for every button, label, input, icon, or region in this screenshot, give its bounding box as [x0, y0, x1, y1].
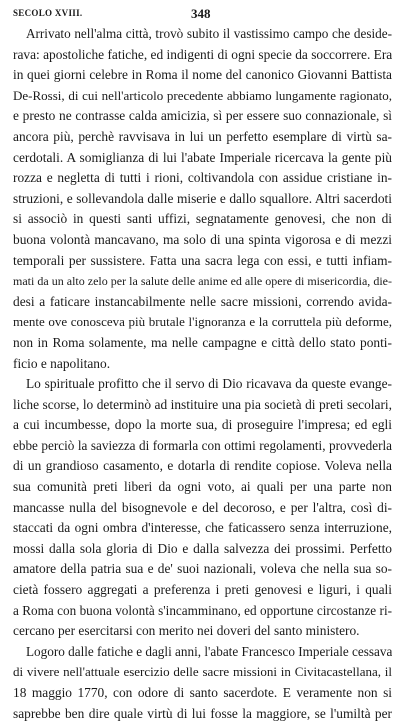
text-line: ficio e napolitano.	[13, 355, 111, 371]
text-line: De-Rossi, di cui nell'articolo precedente abbiamo lungamente ragionato,	[13, 87, 392, 103]
text-line: saprebbe ben dire quale virtù di lui fosse la maggiore, se l'umiltà per	[13, 705, 392, 721]
text-line: mati da un alto zelo per la salute delle anime ed alle opere di misericordia, die-	[13, 274, 392, 289]
text-line: rozza e negletta di tutti i rioni, coltivandola con assidue cristiane in-	[13, 170, 392, 186]
text-line: desi a faticare instancabilmente nelle sacre missioni, correndo avida-	[13, 293, 392, 309]
text-line: Lo spirituale profitto che il servo di Dio ricavava da queste evange-	[26, 376, 392, 392]
running-head: SECOLO XVIII.	[13, 8, 83, 18]
text-line: mossi dalla sola gloria di Dio e dalla salvezza dei prossimi. Perfetto	[13, 540, 392, 556]
text-line: mancasse nulla del bisognevole e del decoroso, e per l'altra, così di-	[13, 499, 392, 515]
text-body	[13, 24, 392, 724]
text-line: cietà fossero aggregati a preferenza i preti genovesi e liguri, i quali	[13, 582, 392, 598]
text-line: rava: apostoliche fatiche, ed indigenti di ogni specie da soccorrere. Era	[13, 46, 392, 62]
text-line: mente ove conosceva più brutale l'ignoranza e la corruttela più deforme,	[13, 314, 392, 330]
text-line: Arrivato nell'alma città, trovò subito il vastissimo campo che deside-	[26, 26, 392, 41]
paragraph	[13, 24, 392, 374]
text-line: ebbe perciò la saviezza di formarla con ottimi regolamenti, provvederla	[13, 437, 392, 453]
text-line: buona volontà mancavano, ma solo di una spinta vigorosa e di mezzi	[13, 231, 392, 247]
page-header	[13, 0, 392, 24]
paragraph	[13, 642, 392, 724]
text-line: a Roma con buona volontà s'incamminano, ed opportune circostanze ri-	[13, 602, 392, 618]
text-line: 18 maggio 1770, con odore di santo sacerdote. E veramente non si	[13, 685, 392, 700]
text-line: sua comunità preti liberi da ogni voto, ai quali per una parte non	[13, 479, 392, 495]
text-line: di un grandioso casamento, e dotarla di rendite copiose. Voleva nella	[13, 458, 392, 474]
text-line: non in Roma solamente, ma nelle campagne e città dello stato ponti-	[13, 334, 392, 350]
text-line: si associò in questi santi uffizi, segnatamente genovesi, che non di	[13, 211, 392, 227]
paragraph	[13, 374, 392, 642]
text-line: temporali per sussistere. Fatta una sacra lega con essi, e tutti infiam-	[13, 252, 392, 268]
text-line: ancora più, perchè ravvisava in lui un perfetto esemplare di virtù sa-	[13, 128, 392, 144]
text-line: e presto ne contrasse calda amicizia, sì per essere suo connazionale, sì	[13, 108, 392, 124]
text-line: staccati da ogni ombra d'interesse, che faticassero senza interruzione,	[13, 520, 392, 536]
text-line: amatore della patria sua e de' suoi nazionali, voleva che nella sua so-	[13, 561, 392, 577]
text-line: in quei giorni celebre in Roma il nome del canonico Giovanni Battista	[13, 67, 392, 83]
text-line: struzioni, e sollevandola dalle miserie e dallo squallore. Altri sacerdoti	[13, 190, 392, 206]
page-number: 348	[191, 6, 211, 21]
text-line: di vivere nell'attuale esercizio delle sacre missioni in Civitacastellana, il	[13, 664, 392, 680]
text-line: a cui incumbesse, dopo la morte sua, di proseguire l'impresa; ed egli	[13, 417, 392, 433]
text-line: cerdotali. A somiglianza di lui l'abate Imperiale ricercava la gente più	[13, 149, 392, 165]
text-line: liche scorse, lo determinò ad instituire una pia società di preti secolari,	[13, 396, 392, 412]
text-line: cercano per esercitarsi con merito nei doveri del santo ministero.	[13, 623, 360, 639]
text-line: Logoro dalle fatiche e dagli anni, l'abate Francesco Imperiale cessava	[26, 643, 392, 659]
